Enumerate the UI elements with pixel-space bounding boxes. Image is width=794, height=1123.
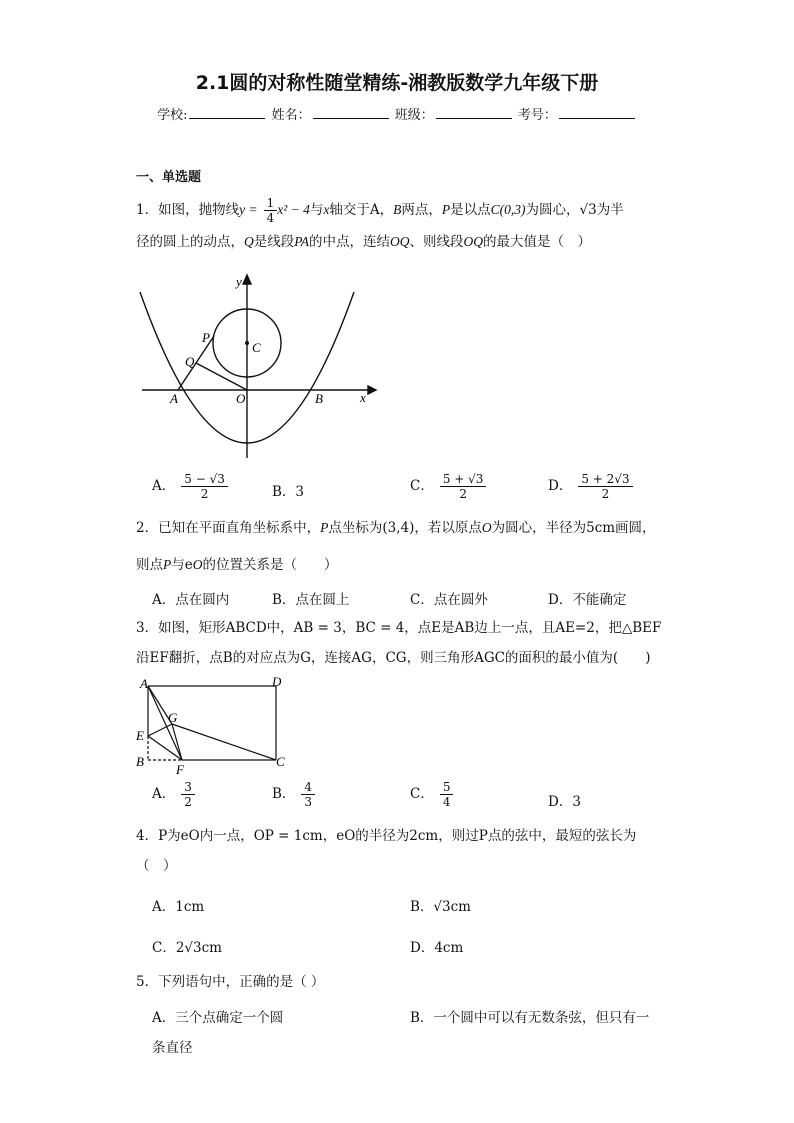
school-blank[interactable]: [189, 106, 265, 119]
q3-figure: [130, 672, 300, 780]
q3-stem-line2: 沿EF翻折，点B的对应点为G，连接AG，CG，则三角形AGC的面积的最小值为( ): [136, 650, 651, 666]
label-c: C: [276, 754, 285, 769]
q1-option-a[interactable]: A． $\frac{5 - √3}{2}$: [152, 472, 228, 501]
label-x: x: [360, 390, 366, 405]
label-p: P: [202, 330, 210, 345]
label-y: y: [236, 274, 242, 289]
center-point: [245, 341, 249, 345]
q1-option-b[interactable]: B．3: [272, 484, 305, 500]
q4-option-c[interactable]: C．2√3cm: [152, 940, 222, 956]
q1-figure: [130, 270, 380, 465]
label-f: F: [176, 762, 184, 777]
q4-option-d[interactable]: D．4cm: [410, 940, 464, 956]
label-d: D: [272, 674, 282, 689]
q2-stem-line2: 则点P与eO的位置关系是（ ）: [136, 557, 338, 573]
label-a: A: [170, 391, 178, 406]
student-info-line: [0, 104, 794, 123]
q2-option-a[interactable]: A．点在圆内: [152, 592, 230, 608]
label-g: G: [168, 710, 178, 725]
q3-stem-line1: 3．如图，矩形ABCD中，AB = 3，BC = 4，点E是AB边上一点，且AE=2，把△BEF: [136, 620, 662, 636]
exam-no-blank[interactable]: [559, 106, 635, 119]
school-label: 学校:: [157, 108, 188, 123]
q4-stem-line1: 4．P为eO内一点，OP = 1cm，eO的半径为2cm，则过P点的弦中，最短的弦长为: [136, 828, 637, 844]
q5-stem: 5．下列语句中，正确的是（ ）: [136, 974, 325, 990]
q3-option-a[interactable]: A． $\frac{3}{2}$: [152, 780, 195, 809]
label-q: Q: [185, 354, 195, 369]
q2-option-d[interactable]: D．不能确定: [548, 592, 627, 608]
class-label: 班级：: [394, 108, 434, 123]
name-label: 姓名：: [271, 108, 311, 123]
name-blank[interactable]: [313, 106, 389, 119]
q3-option-c[interactable]: C． $\frac{5}{4}$: [410, 780, 453, 809]
q5-option-a[interactable]: A．三个点确定一个圆: [152, 1010, 284, 1026]
q2-option-c[interactable]: C．点在圆外: [410, 592, 488, 608]
q1-stem-line2: 径的圆上的动点，Q是线段PA的中点，连结OQ、则线段OQ的最大值是（ ）: [136, 234, 592, 250]
q5-option-b-continued: 条直径: [152, 1040, 193, 1056]
label-o: O: [236, 391, 246, 406]
page-title: 2.1圆的对称性随堂精练-湘教版数学九年级下册: [195, 72, 599, 94]
label-a: A: [140, 676, 148, 691]
label-c: C: [252, 340, 261, 355]
label-b: B: [315, 391, 323, 406]
q2-stem-line1: 2．已知在平面直角坐标系中，P点坐标为(3,4)，若以原点O为圆心，半径为5cm画圆，: [136, 520, 656, 536]
q1-stem-line1: 1．如图，抛物线y = $\frac{1}{4}$ x² − 4与x轴交于A，B两点，P是以点C(0,3)为圆心，√3为半: [136, 196, 624, 225]
q2-option-b[interactable]: B．点在圆上: [272, 592, 350, 608]
q1-option-d[interactable]: D． $\frac{5 + 2√3}{2}$: [548, 472, 633, 501]
q5-option-b[interactable]: B．一个圆中可以有无数条弦，但只有一: [410, 1010, 650, 1026]
section-heading: 一、单选题: [136, 170, 202, 185]
q1-option-c[interactable]: C． $\frac{5 + √3}{2}$: [410, 472, 486, 501]
q4-option-a[interactable]: A．1cm: [152, 899, 205, 915]
class-blank[interactable]: [436, 106, 512, 119]
label-e: E: [136, 728, 144, 743]
q4-stem-line2: （ ）: [136, 858, 177, 874]
q3-option-b[interactable]: B． $\frac{4}{3}$: [272, 780, 315, 809]
q3-option-d[interactable]: D．3: [548, 794, 581, 810]
q1-fraction: $\frac{1}{4}$: [264, 196, 278, 225]
q4-option-b[interactable]: B．√3cm: [410, 899, 471, 915]
y-axis-arrow-icon: [243, 275, 251, 284]
exam-no-label: 考号：: [517, 108, 557, 123]
label-b: B: [136, 754, 144, 769]
x-axis-arrow-icon: [368, 386, 376, 394]
segment-gc: [172, 724, 276, 760]
